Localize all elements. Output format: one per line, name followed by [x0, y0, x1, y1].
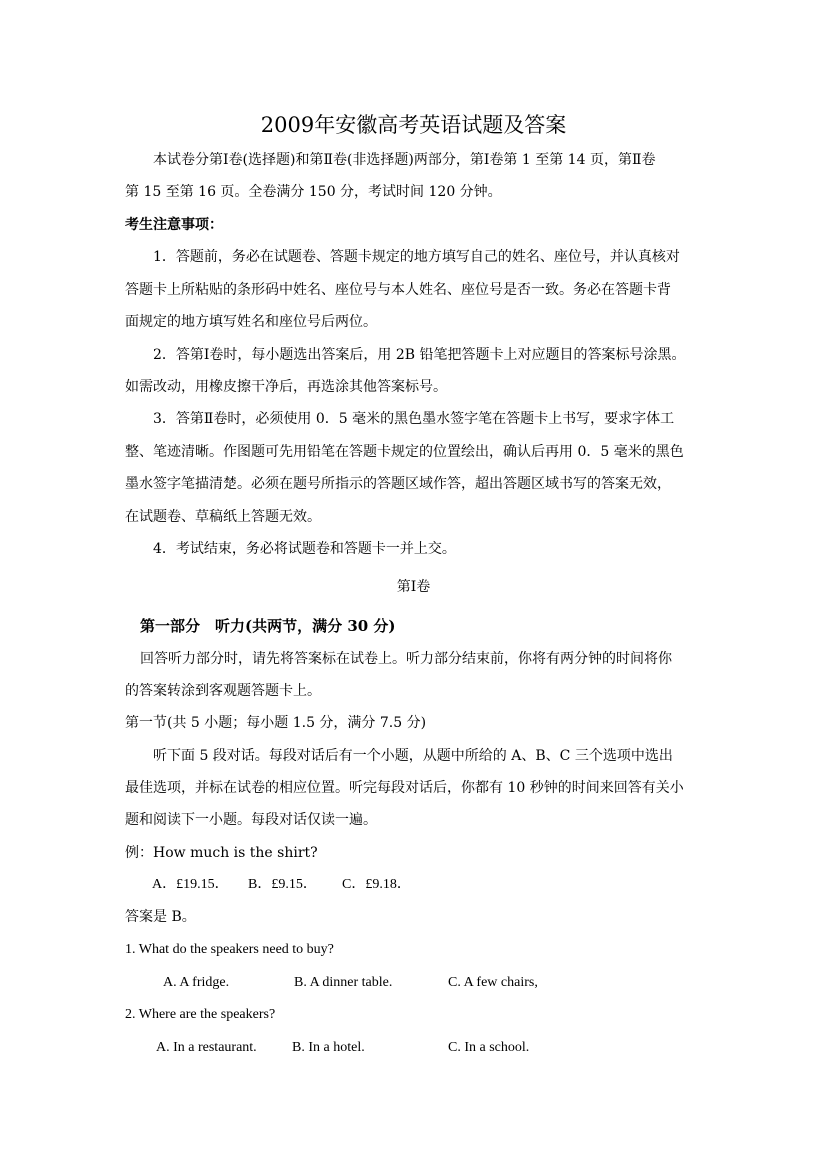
- notice-line: 在试题卷、草稿纸上答题无效。: [125, 509, 321, 525]
- notice-line: 4．考试结束，务必将试题卷和答题卡一并上交。: [153, 541, 456, 557]
- example-answer: 答案是 B。: [125, 909, 196, 925]
- example-option-c: C．£9.18．: [342, 877, 411, 892]
- example-question: 例：How much is the shirt?: [125, 845, 318, 861]
- notice-heading: 考生注意事项：: [125, 217, 223, 233]
- volume-heading: 第Ⅰ卷: [396, 579, 431, 595]
- part1-intro-line: 回答听力部分时，请先将答案标在试卷上。听力部分结束前，你将有两分钟的时间将你: [140, 651, 672, 667]
- example-option-b: B．£9.15．: [248, 877, 317, 892]
- notice-line: 墨水签字笔描清楚。必须在题号所指示的答题区域作答，超出答题区域书写的答案无效，: [125, 476, 671, 492]
- example-option-a: A．£19.15．: [152, 877, 229, 892]
- question-1-option-c: C. A few chairs,: [448, 975, 538, 990]
- notice-line: 如需改动，用橡皮擦干净后，再选涂其他答案标号。: [125, 379, 447, 395]
- question-2-option-a: A. In a restaurant.: [156, 1040, 257, 1055]
- notice-line: 答题卡上所粘贴的条形码中姓名、座位号与本人姓名、座位号是否一致。务必在答题卡背: [125, 282, 671, 298]
- document-title: 2009年安徽高考英语试题及答案: [260, 113, 567, 137]
- part1-intro-line: 的答案转涂到客观题答题卡上。: [125, 683, 321, 699]
- question-1: 1. What do the speakers need to buy?: [125, 942, 334, 957]
- intro-line: 本试卷分第Ⅰ卷(选择题)和第Ⅱ卷(非选择题)两部分，第Ⅰ卷第 1 至第 14 页，第Ⅱ卷: [153, 152, 656, 168]
- question-2: 2. Where are the speakers?: [125, 1007, 276, 1022]
- section1-heading: 第一节(共 5 小题；每小题 1.5 分，满分 7.5 分): [125, 715, 427, 731]
- intro-line: 第 15 至第 16 页。全卷满分 150 分，考试时间 120 分钟。: [125, 184, 502, 200]
- notice-line: 3．答第Ⅱ卷时，必须使用 0．5 毫米的黑色墨水签字笔在答题卡上书写，要求字体工: [153, 411, 675, 427]
- question-2-option-c: C. In a school.: [448, 1040, 530, 1055]
- notice-line: 1．答题前，务必在试题卷、答题卡规定的地方填写自己的姓名、座位号，并认真核对: [153, 249, 680, 265]
- notice-line: 整、笔迹清晰。作图题可先用铅笔在答题卡规定的位置绘出，确认后再用 0．5 毫米的黑色: [125, 444, 684, 460]
- question-1-option-b: B. A dinner table.: [294, 975, 393, 990]
- notice-line: 2．答第Ⅰ卷时，每小题选出答案后，用 2B 铅笔把答题卡上对应题目的答案标号涂黑。: [153, 347, 686, 363]
- question-2-option-b: B. In a hotel.: [292, 1040, 365, 1055]
- section1-intro-line: 听下面 5 段对话。每段对话后有一个小题，从题中所给的 A、B、C 三个选项中选出: [153, 748, 673, 764]
- notice-line: 面规定的地方填写姓名和座位号后两位。: [125, 314, 377, 330]
- section1-intro-line: 最佳选项，并标在试卷的相应位置。听完每段对话后，你都有 10 秒钟的时间来回答有关小: [125, 780, 684, 796]
- section1-intro-line: 题和阅读下一小题。每段对话仅读一遍。: [125, 812, 377, 828]
- part1-heading: 第一部分 听力(共两节，满分 30 分): [140, 617, 396, 635]
- question-1-option-a: A. A fridge.: [163, 975, 230, 990]
